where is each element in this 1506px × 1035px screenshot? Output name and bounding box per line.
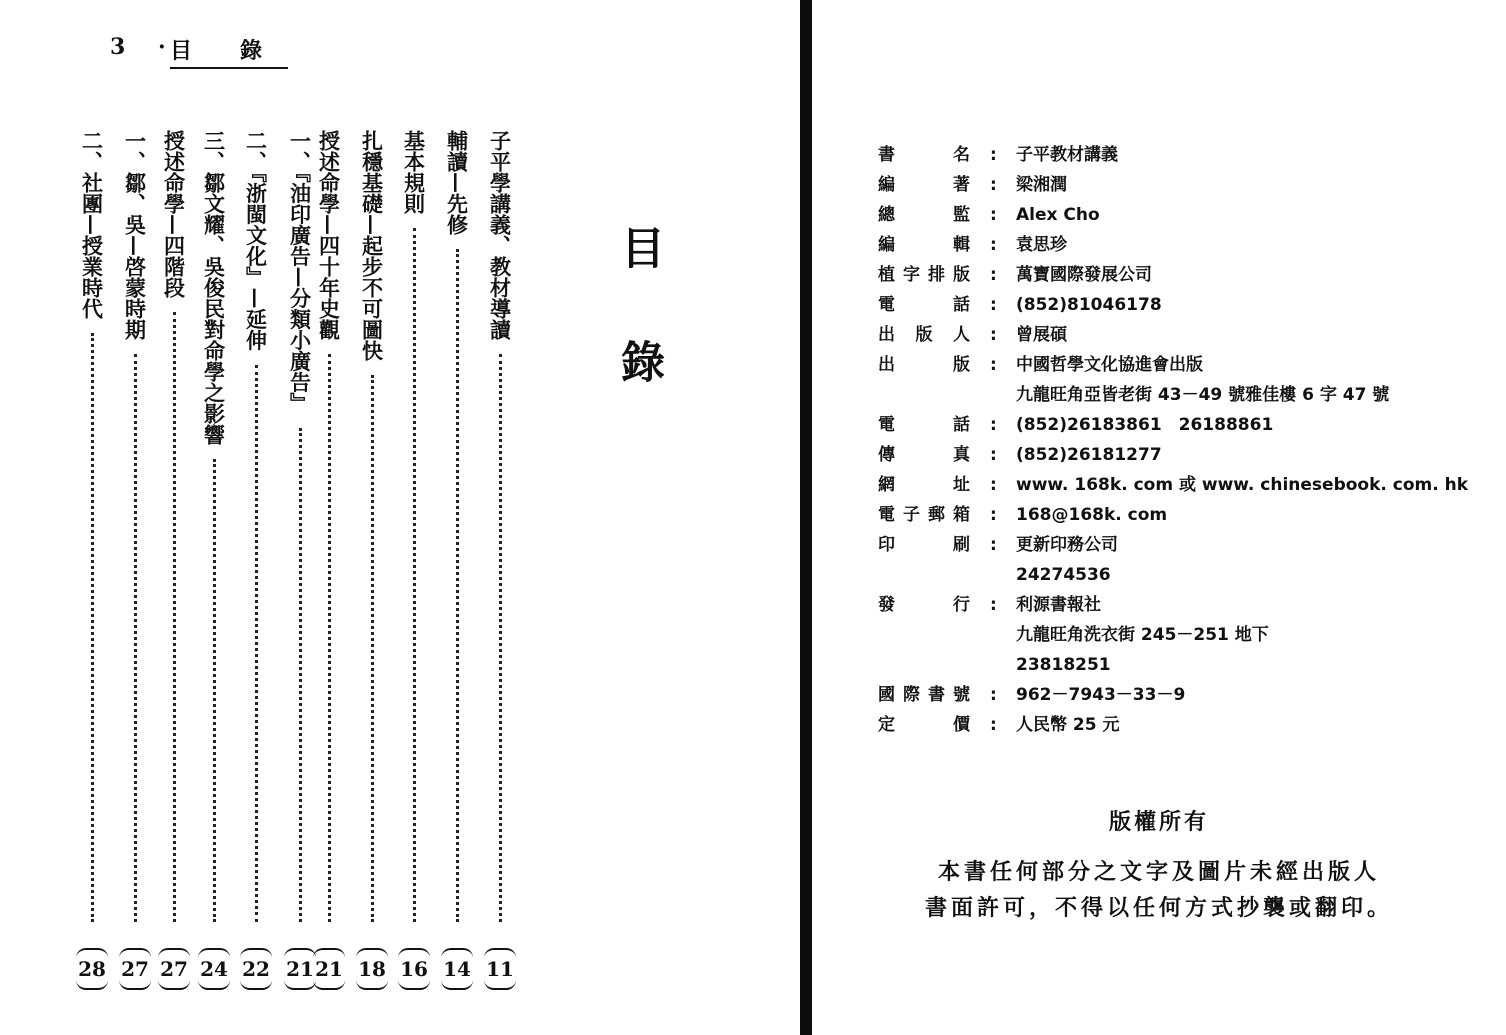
info-value: 利源書報社	[1016, 595, 1101, 615]
toc-page-number: 21	[313, 948, 345, 990]
info-value: 人民幣 25 元	[1016, 715, 1120, 735]
toc-entry-title: 一、鄒、吳—啓蒙時期	[122, 130, 148, 340]
info-label: 印刷	[878, 535, 970, 555]
toc-entry-title: 授述命學—四十年史觀	[316, 130, 342, 340]
info-value: www. 168k. com 或 www. chinesebook. com. hk	[1016, 475, 1469, 495]
toc-entry	[480, 130, 520, 990]
info-label: 出版人	[878, 325, 970, 345]
toc-big-title: 目錄	[613, 225, 664, 453]
toc-entry	[352, 130, 392, 990]
toc-entry	[280, 130, 320, 990]
info-value: Alex Cho	[1016, 205, 1100, 225]
toc-entry-title: 子平學講義、教材導讀	[487, 130, 513, 340]
header-title: · 目錄	[170, 34, 288, 69]
toc-leader-dots	[299, 428, 302, 923]
info-colon: :	[990, 715, 997, 735]
info-label: 編輯	[878, 235, 970, 255]
info-label: 網址	[878, 475, 970, 495]
info-value: 九龍旺角洗衣街 245－251 地下	[1016, 625, 1269, 645]
toc-page-number: 14	[441, 948, 473, 990]
toc-entry	[194, 130, 234, 990]
toc-page-number: 28	[76, 948, 108, 990]
info-label: 植字排版	[878, 265, 970, 285]
info-value: 更新印務公司	[1016, 535, 1118, 555]
info-value: 24274536	[1016, 565, 1111, 585]
toc-leader-dots	[328, 354, 331, 922]
info-value: 九龍旺角亞皆老街 43－49 號雅佳樓 6 字 47 號	[1016, 385, 1390, 405]
info-value: (852)81046178	[1016, 295, 1162, 315]
info-colon: :	[990, 205, 997, 225]
info-label: 總監	[878, 205, 970, 225]
toc-entry	[115, 130, 155, 990]
toc-entry-title: 輔讀—先修	[444, 130, 470, 235]
info-colon: :	[990, 355, 997, 375]
info-colon: :	[990, 595, 997, 615]
info-colon: :	[990, 235, 997, 255]
info-value: (852)26183861 26188861	[1016, 415, 1274, 435]
page-number: 3	[110, 34, 126, 60]
copyright-title: 版權所有	[1108, 809, 1209, 835]
info-label: 發行	[878, 595, 970, 615]
info-value: 23818251	[1016, 655, 1111, 675]
toc-entry-title: 三、鄒文耀、吳俊民對命學之影響	[201, 130, 227, 445]
toc-leader-dots	[213, 459, 216, 922]
info-label: 編著	[878, 175, 970, 195]
info-colon: :	[990, 325, 997, 345]
copyright-line: 書面許可，不得以任何方式抄襲或翻印。	[924, 895, 1393, 921]
info-colon: :	[990, 415, 997, 435]
toc-entry-title: 一、『油印廣告—分類小廣告』	[287, 130, 313, 414]
info-value: 梁湘潤	[1016, 175, 1067, 195]
info-colon: :	[990, 145, 997, 165]
toc-leader-dots	[91, 333, 94, 922]
info-value: (852)26181277	[1016, 445, 1162, 465]
toc-page-number: 27	[119, 948, 151, 990]
info-label: 電話	[878, 295, 970, 315]
toc-page-number: 22	[240, 948, 272, 990]
info-colon: :	[990, 295, 997, 315]
toc-entry-title: 二、社團—授業時代	[79, 130, 105, 319]
info-label: 電子郵箱	[878, 505, 970, 525]
info-colon: :	[990, 445, 997, 465]
copyright-line: 本書任何部分之文字及圖片未經出版人	[937, 859, 1380, 885]
info-colon: :	[990, 685, 997, 705]
info-value: 曾展碩	[1016, 325, 1067, 345]
info-colon: :	[990, 475, 997, 495]
copyright-notice	[812, 805, 1506, 926]
info-value: 168@168k. com	[1016, 505, 1168, 525]
info-colon: :	[990, 505, 997, 525]
toc-entry	[437, 130, 477, 990]
info-label: 出版	[878, 355, 970, 375]
toc-page-number: 24	[198, 948, 230, 990]
info-value: 袁思珍	[1016, 235, 1067, 255]
info-label: 電話	[878, 415, 970, 435]
info-value: 子平教材講義	[1016, 145, 1118, 165]
toc-page-number: 11	[484, 948, 516, 990]
toc-leader-dots	[173, 312, 176, 922]
info-label: 傳真	[878, 445, 970, 465]
info-colon: :	[990, 175, 997, 195]
toc-page-number: 16	[398, 948, 430, 990]
info-label: 書名	[878, 145, 970, 165]
toc-entry	[154, 130, 194, 990]
info-value: 中國哲學文化協進會出版	[1016, 355, 1203, 375]
toc-entry-title: 授述命學—四階段	[161, 130, 187, 298]
toc-leader-dots	[456, 249, 459, 922]
info-value: 962－7943－33－9	[1016, 685, 1186, 705]
toc-entry	[394, 130, 434, 990]
toc-page-number: 18	[356, 948, 388, 990]
toc-entry-title: 扎穩基礎—起步不可圖快	[359, 130, 385, 361]
info-colon: :	[990, 535, 997, 555]
toc-page-number: 21	[284, 948, 316, 990]
info-label: 定價	[878, 715, 970, 735]
toc-leader-dots	[371, 375, 374, 922]
right-page	[812, 0, 1506, 1035]
toc-entry-title: 基本規則	[401, 130, 427, 214]
toc-leader-dots	[499, 354, 502, 922]
toc-entry	[236, 130, 276, 990]
toc-entry	[72, 130, 112, 990]
toc-leader-dots	[413, 228, 416, 922]
toc-page-number: 27	[158, 948, 190, 990]
toc-leader-dots	[255, 365, 258, 923]
toc-leader-dots	[134, 354, 137, 922]
toc-entry-title: 二、『浙閩文化』—延伸	[243, 130, 269, 351]
info-colon: :	[990, 265, 997, 285]
book-spine	[800, 0, 812, 1035]
info-label: 國際書號	[878, 685, 970, 705]
info-value: 萬寶國際發展公司	[1016, 265, 1152, 285]
